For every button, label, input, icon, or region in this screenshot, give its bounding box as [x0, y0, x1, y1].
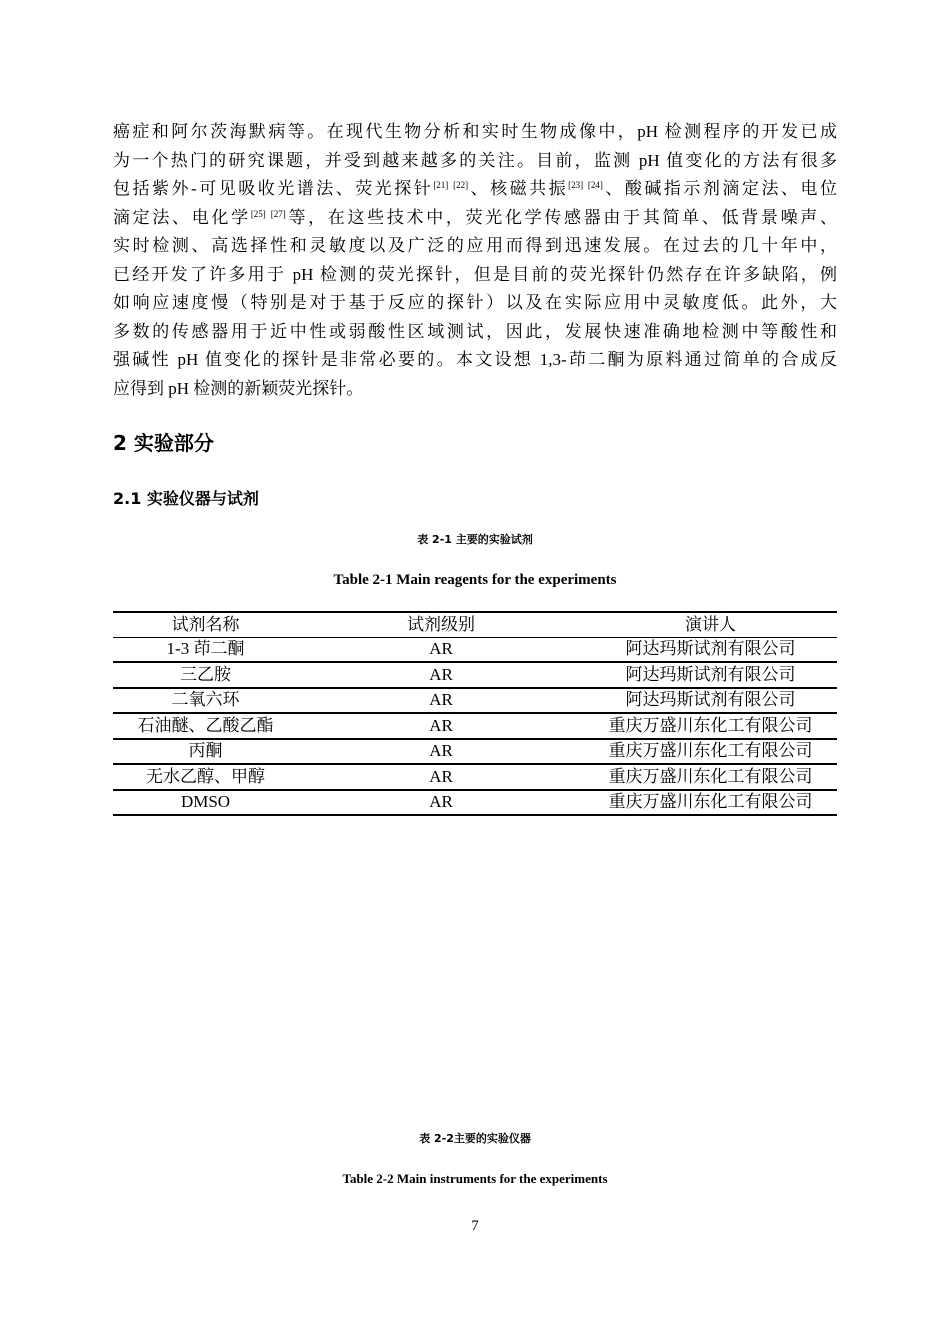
table-cell: AR: [429, 690, 453, 710]
table-row: [113, 637, 837, 662]
paragraph-line: [113, 204, 837, 233]
column-header: 演讲人: [685, 614, 736, 634]
table-cell: AR: [429, 766, 453, 786]
reagents-table: [113, 611, 837, 816]
table-cell: AR: [429, 741, 453, 761]
table-cell: 重庆万盛川东化工有限公司: [608, 715, 813, 735]
text: 包括紫外-可见吸收光谱法、荧光探针: [113, 179, 434, 198]
table-cell: 阿达玛斯试剂有限公司: [625, 664, 796, 684]
table-cell: AR: [429, 792, 453, 812]
table-cell: 三乙胺: [180, 664, 231, 684]
table-cell: AR: [429, 715, 453, 735]
column-header: 试剂名称: [171, 614, 240, 634]
table-cell: 重庆万盛川东化工有限公司: [608, 792, 813, 812]
table-cell: 重庆万盛川东化工有限公司: [608, 741, 813, 761]
subsection-heading: 2.1 实验仪器与试剂: [113, 489, 259, 508]
table-cell: 无水乙醇、甲醇: [146, 766, 265, 786]
paragraph-line: 为一个热门的研究课题，并受到越来越多的关注。目前，监测 pH 值变化的方法有很多: [113, 150, 837, 170]
page-number: 7: [471, 1218, 479, 1234]
paragraph-line: 已经开发了许多用于 pH 检测的荧光探针，但是目前的荧光探针仍然存在许多缺陷，例: [113, 264, 837, 284]
table2-caption-cn: 表 2-2主要的实验仪器: [419, 1132, 531, 1145]
table-cell: 重庆万盛川东化工有限公司: [608, 766, 813, 786]
citation: [21] [22]: [433, 180, 469, 190]
table-row: [113, 790, 837, 816]
table-row: [113, 662, 837, 688]
paragraph-line: 如响应速度慢（特别是对于基于反应的探针）以及在实际应用中灵敏度低。此外，大: [113, 293, 837, 312]
table-cell: 石油醚、乙酸乙酯: [137, 715, 274, 735]
paragraph-line: 实时检测、高选择性和灵敏度以及广泛的应用而得到迅速发展。在过去的几十年中，: [113, 236, 837, 255]
table-row: [113, 713, 837, 739]
text: 、核磁共振: [468, 179, 569, 198]
citation: [23] [24]: [568, 180, 603, 190]
paragraph-line: 多数的传感器用于近中性或弱酸性区域测试，因此，发展快速准确地检测中等酸性和: [113, 321, 837, 341]
table-row: [113, 688, 837, 714]
paragraph-line: 癌症和阿尔茨海默病等。在现代生物分析和实时生物成像中，pH 检测程序的开发已成: [113, 122, 837, 141]
table-row: [113, 739, 837, 765]
column-header: 试剂级别: [407, 614, 475, 634]
table-row: [113, 764, 837, 790]
table-cell: 阿达玛斯试剂有限公司: [625, 639, 796, 659]
section-heading: 2 实验部分: [113, 431, 214, 455]
table-cell: 二氧六环: [171, 690, 240, 710]
table2-caption-en: Table 2-2 Main instruments for the experiments: [342, 1171, 608, 1186]
text: 、酸碱指示剂滴定法、电位: [602, 179, 837, 198]
table-cell: AR: [429, 639, 453, 659]
table-cell: 丙酮: [188, 741, 223, 761]
table-cell: DMSO: [180, 792, 231, 812]
paragraph-line: 强碱性 pH 值变化的探针是非常必要的。本文设想 1,3-茚二酮为原料通过简单的合成反: [113, 350, 837, 369]
paragraph-line: [113, 175, 837, 204]
citation: [25] [27]: [250, 208, 286, 219]
table-cell: AR: [429, 664, 453, 684]
text: 等，在这些技术中，荧光化学传感器由于其简单、低背景噪声、: [285, 207, 837, 227]
table1-caption-cn: 表 2-1 主要的实验试剂: [417, 533, 533, 546]
paragraph-line: 应得到 pH 检测的新颖荧光探针。: [113, 378, 364, 398]
table1-caption-en: Table 2-1 Main reagents for the experiments: [333, 572, 617, 588]
table-header-row: [113, 612, 837, 637]
text: 滴定法、电化学: [113, 207, 251, 227]
table-cell: 1-3 茚二酮: [166, 639, 245, 659]
body-paragraph: [113, 118, 837, 403]
table-cell: 阿达玛斯试剂有限公司: [625, 690, 796, 710]
